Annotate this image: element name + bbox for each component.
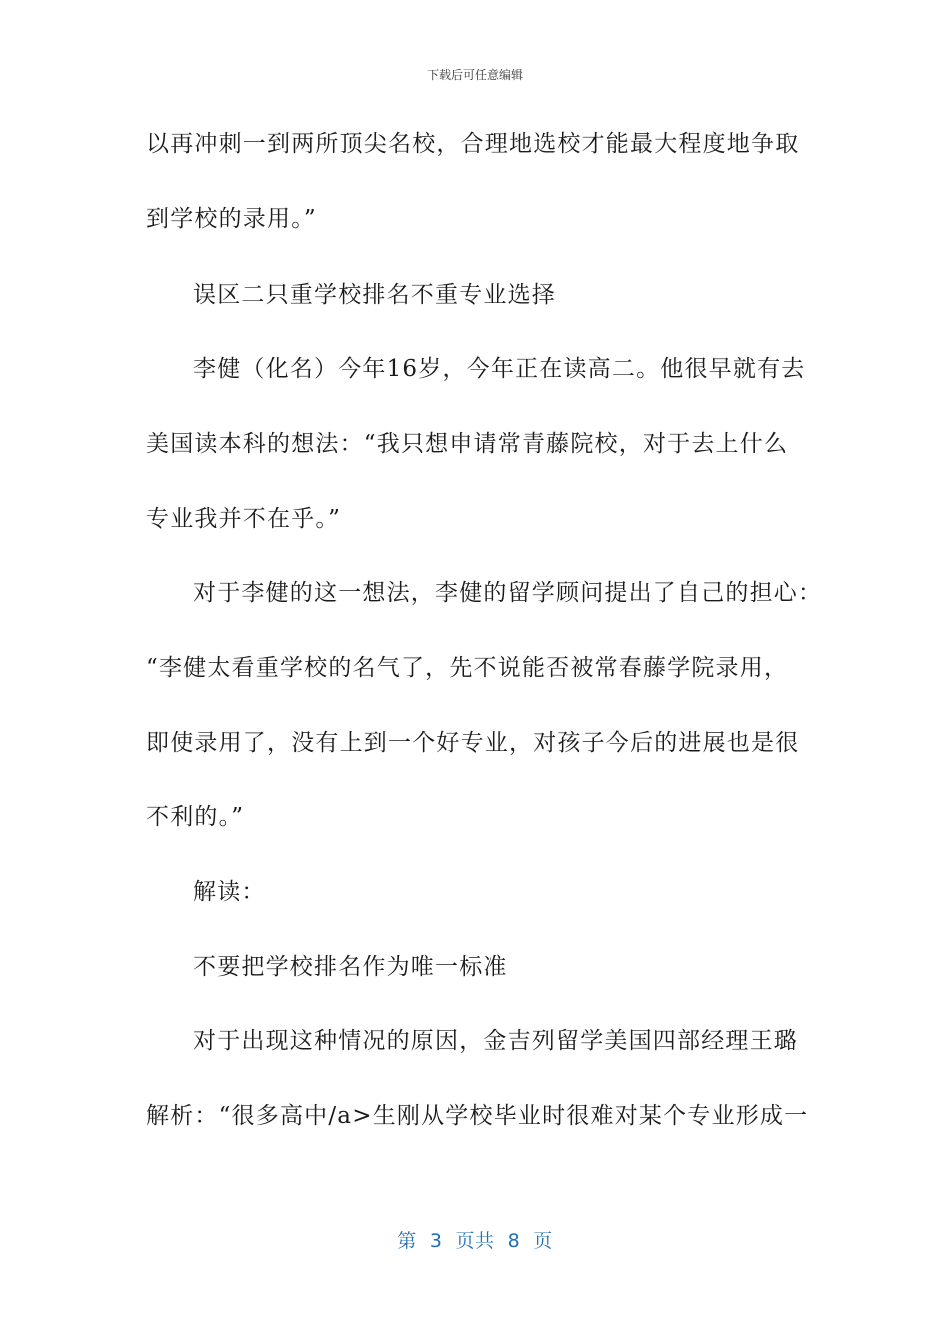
paragraph-line: 解析：“很多高中/a>生刚从学校毕业时很难对某个专业形成一	[146, 1103, 809, 1129]
paragraph-line: 专业我并不在乎。”	[146, 506, 342, 532]
paragraph-line: 对于出现这种情况的原因，金吉列留学美国四部经理王璐	[193, 1028, 798, 1054]
paragraph-line: 李健（化名）今年16岁，今年正在读高二。他很早就有去	[193, 356, 806, 382]
paragraph-line: 美国读本科的想法：“我只想申请常青藤院校，对于去上什么	[146, 431, 789, 457]
section-heading: 误区二只重学校排名不重专业选择	[193, 282, 556, 308]
paragraph-line: “李健太看重学校的名气了，先不说能否被常春藤学院录用，	[146, 655, 789, 681]
section-heading: 不要把学校排名作为唯一标准	[193, 954, 508, 980]
paragraph-line: 不利的。”	[146, 804, 245, 830]
paragraph-line: 到学校的录用。”	[146, 206, 317, 232]
paragraph-line: 对于李健的这一想法，李健的留学顾问提出了自己的担心：	[193, 580, 823, 606]
paragraph-line: 即使录用了，没有上到一个好专业，对孩子今后的进展也是很	[146, 730, 800, 756]
section-heading: 解读：	[193, 879, 266, 905]
page-header: 下载后可任意编辑	[426, 68, 523, 82]
page-number-footer: 第 3 页共 8 页	[397, 1230, 553, 1252]
paragraph-line: 以再冲刺一到两所顶尖名校，合理地选校才能最大程度地争取	[146, 131, 800, 157]
